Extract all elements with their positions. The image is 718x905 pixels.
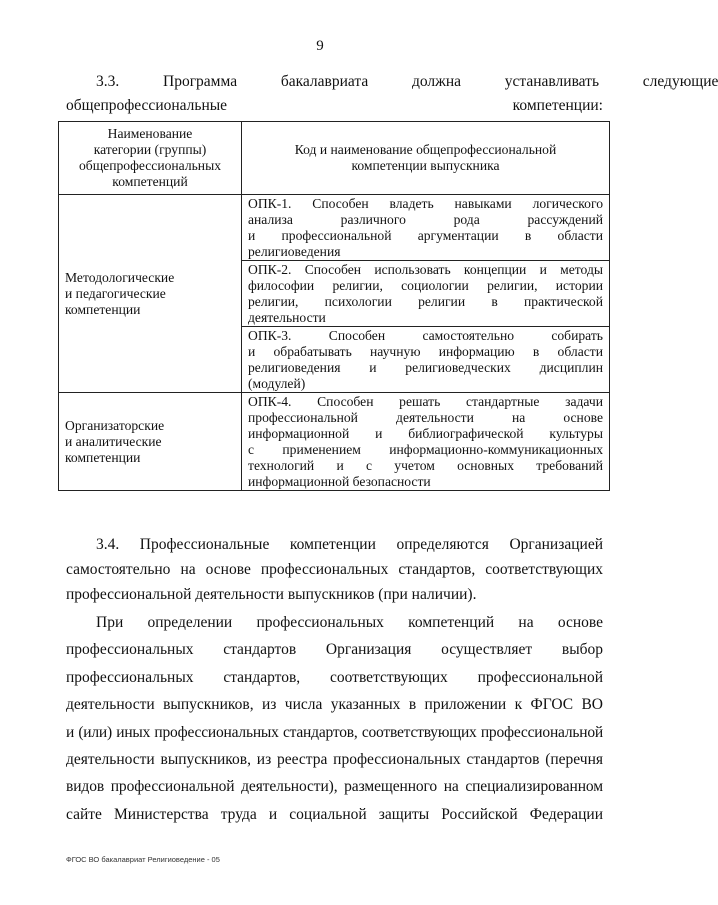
opk-line: ОПК-2. Способен использовать концепции и методы [248, 262, 603, 277]
intro-word: должна [411, 73, 462, 90]
opk-line: деятельности [248, 310, 326, 325]
intro-word: бакалавриата [280, 73, 369, 90]
category-cell [59, 195, 242, 393]
opk-line: (модулей) [248, 376, 306, 391]
para-line: профессиональных стандартов Организация осуществляет выбор [66, 641, 603, 659]
opk-2-cell [242, 261, 610, 327]
opk-line: ОПК-1. Способен владеть навыками логического [248, 196, 603, 211]
opk-line: философии религии, социологии религии, истории [248, 278, 603, 293]
para-line: и (или) иных профессиональных стандартов, соответствующих профессиональной [66, 723, 603, 741]
para-line: самостоятельно на основе профессиональных стандартов, соответствующих [66, 561, 603, 578]
opk-line: профессиональной деятельности на основе [248, 410, 603, 425]
header-category-line: Наименование [107, 126, 193, 141]
opk-line: технологий и с учетом основных требований [248, 458, 603, 473]
table-header-row [59, 122, 610, 195]
header-code-line: компетенции выпускника [351, 158, 500, 173]
footer-doc-id: ФГОС ВО бакалавриат Религиоведение - 05 [66, 855, 220, 864]
page-number: 9 [316, 38, 324, 54]
opk-line: и профессиональной аргументации в области [248, 228, 603, 243]
intro-word: Программа [163, 73, 238, 90]
para-line: деятельности выпускников, из реестра профессиональных стандартов (перечня [66, 751, 603, 769]
section-3-4 [66, 532, 603, 607]
opk-line: ОПК-3. Способен самостоятельно собирать [248, 328, 603, 343]
category-line: и аналитические [65, 433, 162, 449]
para-line: сайте Министерства труда и социальной защиты Российской Федерации [66, 805, 603, 823]
category-cell [59, 393, 242, 491]
table-row [59, 393, 610, 491]
para-line: При определении профессиональных компетенций на основе [96, 614, 603, 631]
para-line: профессиональной деятельности выпускников (при наличии). [66, 586, 477, 603]
opk-4-cell [242, 393, 610, 491]
category-line: компетенции [65, 449, 141, 465]
table-row [59, 195, 610, 261]
header-category-line: компетенций [112, 174, 188, 189]
opk-line: и обрабатывать научную информацию в области [248, 344, 603, 359]
para-line: видов профессиональной деятельности), размещенного на специализированном [66, 778, 603, 796]
header-category-line: категории (группы) [93, 142, 207, 157]
opk-line: религиоведения и религиоведческих дисциплин [248, 360, 603, 375]
category-line: Методологические [65, 269, 175, 285]
header-category [59, 122, 242, 195]
opk-line: информационной безопасности [248, 474, 431, 489]
header-code [242, 122, 610, 195]
paragraph-professional-standards [66, 609, 603, 828]
category-line: и педагогические [65, 285, 166, 301]
category-line: компетенции [65, 301, 141, 317]
opk-line: религии, психологии религии в практической [248, 294, 603, 309]
header-category-line: общепрофессиональных [78, 158, 222, 173]
intro-word: устанавливать [504, 73, 600, 90]
intro-line-1 [66, 70, 718, 94]
intro-word: следующие [642, 73, 718, 90]
opk-line: религиоведения [248, 244, 341, 259]
category-line: Организаторские [65, 417, 165, 433]
competencies-table [58, 121, 610, 491]
opk-line: анализа различного рода рассуждений [248, 212, 603, 227]
intro-word: 3.3. [96, 73, 120, 90]
opk-line: ОПК-4. Способен решать стандартные задачи [248, 394, 603, 409]
opk-line: информационной и библиографической культуры [248, 426, 603, 441]
section-3-3-intro [66, 70, 718, 118]
opk-3-cell [242, 327, 610, 393]
intro-line-2: общепрофессиональные компетенции: [66, 97, 603, 114]
opk-1-cell [242, 195, 610, 261]
header-code-line: Код и наименование общепрофессиональной [294, 142, 557, 157]
para-line: 3.4. Профессиональные компетенции определяются Организацией [96, 536, 603, 553]
opk-line: с применением информационно-коммуникационных [248, 442, 603, 457]
para-line: деятельности выпускников, из числа указанных в приложении к ФГОС ВО [66, 696, 603, 714]
para-line: профессиональных стандартов, соответствующих профессиональной [66, 668, 603, 686]
